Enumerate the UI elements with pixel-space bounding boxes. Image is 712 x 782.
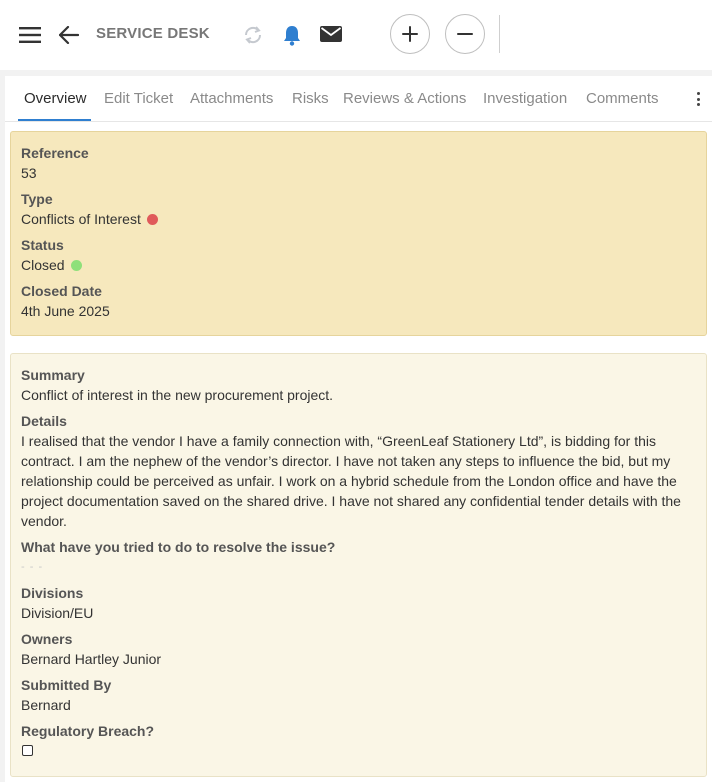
more-options-icon[interactable]: [693, 90, 703, 108]
divisions-label: Divisions: [21, 585, 84, 601]
app-title: SERVICE DESK: [96, 25, 210, 42]
regulatory-breach-label: Regulatory Breach?: [21, 723, 155, 739]
overview-card: [10, 131, 707, 336]
toolbar-divider: [499, 15, 500, 53]
type-indicator-dot: [147, 214, 158, 225]
sync-icon[interactable]: [242, 24, 264, 46]
mail-icon[interactable]: [319, 24, 343, 44]
plus-icon: [402, 26, 418, 42]
back-arrow-icon[interactable]: [58, 24, 80, 46]
tab-attachments[interactable]: Attachments: [190, 90, 274, 107]
status-indicator-dot: [71, 260, 82, 271]
zoom-in-button[interactable]: [390, 14, 430, 54]
tab-risks[interactable]: Risks: [292, 90, 329, 107]
minus-icon: [457, 26, 473, 42]
tab-overview[interactable]: Overview: [24, 90, 87, 107]
tab-comments[interactable]: Comments: [586, 90, 659, 107]
zoom-out-button[interactable]: [445, 14, 485, 54]
menu-icon[interactable]: [18, 25, 42, 45]
details-card: [10, 353, 707, 777]
details-label: Details: [21, 413, 67, 429]
bell-icon[interactable]: [281, 23, 303, 47]
owners-label: Owners: [21, 631, 73, 647]
summary-label: Summary: [21, 367, 85, 383]
status-field: [21, 257, 82, 273]
reference-value: 53: [21, 165, 37, 181]
status-label: Status: [21, 237, 64, 253]
active-tab-indicator: [18, 119, 91, 121]
resolve-label: What have you tried to do to resolve the issue?: [21, 539, 336, 555]
type-label: Type: [21, 191, 53, 207]
type-value: Conflicts of Interest: [21, 211, 141, 227]
resolve-value: - - -: [21, 561, 44, 573]
tab-reviews-actions[interactable]: Reviews & Actions: [343, 90, 467, 107]
closed-date-value: 4th June 2025: [21, 303, 110, 319]
summary-value: Conflict of interest in the new procurement project.: [21, 387, 334, 403]
tab-investigation[interactable]: Investigation: [483, 90, 568, 107]
reference-label: Reference: [21, 145, 89, 161]
tab-bar: [5, 76, 712, 122]
divisions-value: Division/EU: [21, 605, 94, 621]
details-value: I realised that the vendor I have a family connection with, “GreenLeaf Stationery Ltd”, is bidding for this contract. I am the nephew of the vendor’s director. I have not taken any steps to influence the bid, but my relationship could be perceived as unfair. I work on a hybrid schedule from the London office and have the project documentation saved on the shared drive. I have not shared any confidential tender details with the vendor.: [21, 433, 681, 529]
status-value: Closed: [21, 257, 65, 273]
submitted-by-label: Submitted By: [21, 677, 112, 693]
submitted-by-value: Bernard: [21, 697, 71, 713]
top-bar: [0, 0, 712, 70]
ticket-panel: [5, 76, 712, 782]
owners-value: Bernard Hartley Junior: [21, 651, 162, 667]
type-field: [21, 211, 158, 227]
tab-edit-ticket[interactable]: Edit Ticket: [104, 90, 174, 107]
regulatory-breach-checkbox[interactable]: [22, 745, 33, 756]
closed-date-label: Closed Date: [21, 283, 102, 299]
